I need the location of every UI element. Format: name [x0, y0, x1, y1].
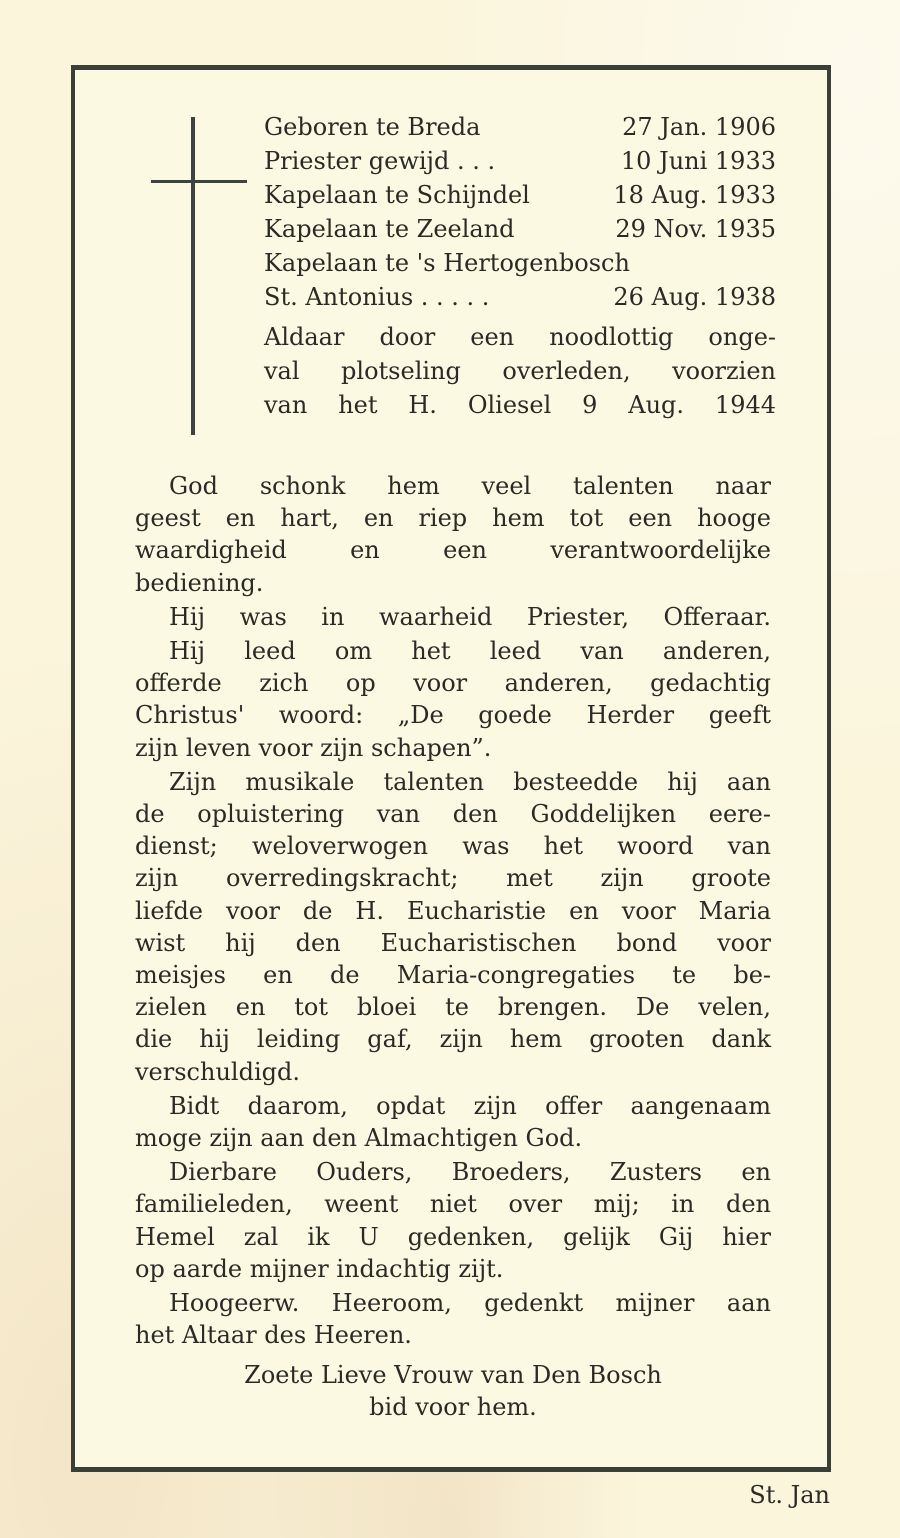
memorial-card-border [71, 65, 831, 1472]
bio-death-line: van het H. Oliesel 9 Aug. 1944 [264, 391, 776, 419]
text-line: zijn overredingskracht; met zijn groote [135, 864, 771, 893]
bio-hertogenbosch [264, 246, 776, 280]
text-line: wist hij den Eucharistischen bond voor [135, 928, 771, 957]
text-line: moge zijn aan den Almachtigen God. [135, 1124, 583, 1153]
printer-imprint: St. Jan [749, 1481, 830, 1509]
cross-crossbar [151, 180, 247, 183]
text-line: die hij leiding gaf, zijn hem grooten dank [135, 1025, 771, 1054]
bio-hertogenbosch-label: Kapelaan te 's Hertogenbosch [264, 249, 630, 277]
text-line: het Altaar des Heeren. [135, 1321, 412, 1350]
paragraph-suffering [135, 635, 771, 764]
paragraph-talents [135, 470, 771, 599]
bio-death-line: val plotseling overleden, voorzien [264, 357, 776, 385]
bio-schijndel [264, 178, 776, 212]
bio-ordained-date: 10 Juni 1933 [620, 147, 776, 175]
text-line: Christus' woord: „De goede Herder geeft [135, 701, 771, 730]
bio-death-line: Aldaar door een noodlottig onge- [264, 323, 776, 351]
text-line: liefde voor de H. Eucharistie en voor Maria [135, 896, 771, 925]
bio-born [264, 110, 776, 144]
text-line: Hemel zal ik U gedenken, gelijk Gij hier [135, 1222, 771, 1251]
bio-schijndel-date: 18 Aug. 1933 [613, 181, 776, 209]
closing-line-1: Zoete Lieve Vrouw van Den Bosch [244, 1361, 662, 1390]
text-line: Hij leed om het leed van anderen, [169, 637, 771, 666]
bio-born-date: 27 Jan. 1906 [622, 113, 776, 141]
bio-born-label: Geboren te Breda [264, 113, 481, 141]
text-line: geest en hart, en riep hem tot een hooge [135, 504, 771, 533]
text-line: Hoogeerw. Heeroom, gedenkt mijner aan [169, 1289, 771, 1318]
latin-cross-icon [191, 117, 195, 435]
bio-zeeland [264, 212, 776, 246]
memorial-text [135, 470, 771, 1351]
text-line: offerde zich op voor anderen, gedachtig [135, 669, 771, 698]
bio-ordained [264, 144, 776, 178]
bio-zeeland-label: Kapelaan te Zeeland [264, 215, 515, 243]
text-line: Dierbare Ouders, Broeders, Zusters en [169, 1158, 771, 1187]
text-line: Hij was in waarheid Priester, Offeraar. [169, 602, 771, 631]
paragraph-priest [135, 601, 771, 633]
closing-line-2: bid voor hem. [369, 1393, 537, 1422]
text-line: de opluistering van den Goddelijken eere- [135, 800, 771, 829]
text-line: familieleden, weent niet over mij; in den [135, 1190, 771, 1219]
bio-schijndel-label: Kapelaan te Schijndel [264, 181, 530, 209]
text-line: op aarde mijner indachtig zijt. [135, 1254, 504, 1283]
bio-antonius-label: St. Antonius . . . . . [264, 283, 490, 311]
bio-antonius [264, 280, 776, 314]
paragraph-music [135, 766, 771, 1088]
text-line: Zijn musikale talenten besteedde hij aan [169, 767, 771, 796]
text-line: zielen en tot bloei te brengen. De velen, [135, 993, 771, 1022]
text-line: bediening. [135, 568, 264, 597]
bio-antonius-date: 26 Aug. 1938 [613, 283, 776, 311]
text-line: Bidt daarom, opdat zijn offer aangenaam [169, 1091, 771, 1120]
text-line: waardigheid en een verantwoordelijke [135, 536, 771, 565]
bio-ordained-label: Priester gewijd . . . [264, 147, 496, 175]
text-line: God schonk hem veel talenten naar [169, 472, 771, 500]
text-line: zijn leven voor zijn schapen”. [135, 733, 492, 762]
text-line: verschuldigd. [135, 1057, 300, 1086]
memorial-text-flow [135, 470, 771, 1423]
text-line: dienst; weloverwogen was het woord van [135, 832, 771, 861]
paragraph-uncle [135, 1287, 771, 1351]
biography-block [264, 110, 776, 422]
closing-invocation [135, 1359, 771, 1423]
paragraph-family [135, 1156, 771, 1285]
text-line: meisjes en de Maria-congregaties te be- [135, 961, 771, 990]
bio-zeeland-date: 29 Nov. 1935 [615, 215, 776, 243]
paragraph-prayer [135, 1090, 771, 1154]
